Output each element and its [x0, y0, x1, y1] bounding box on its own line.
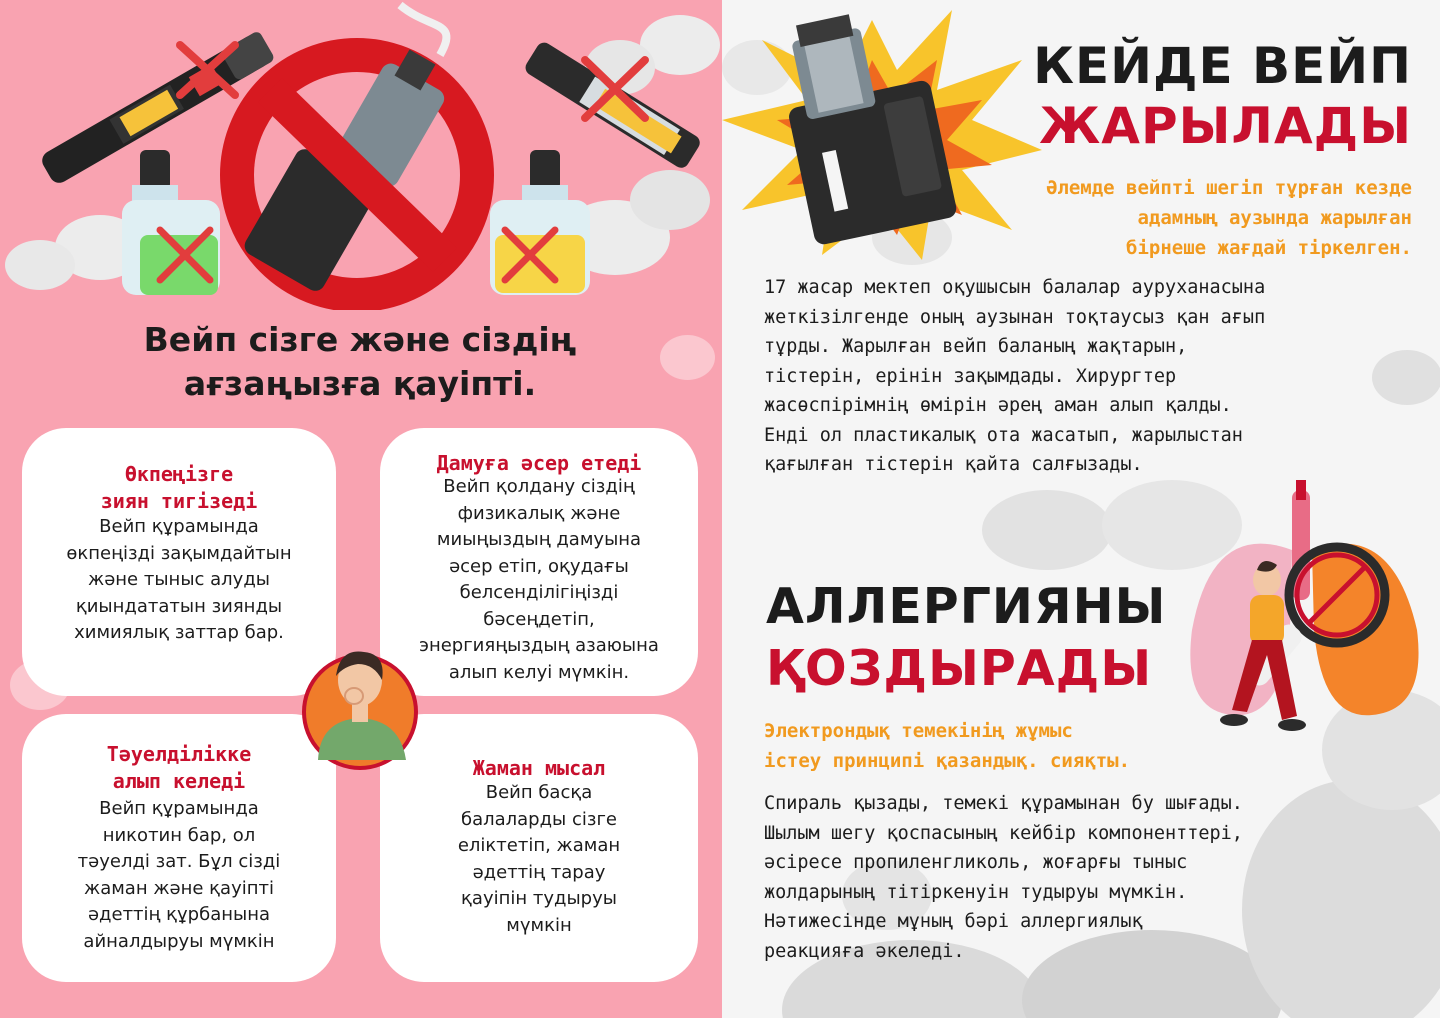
vape-illustration [0, 0, 722, 310]
card-body-line: айналдыруы мүмкін [83, 930, 275, 952]
card-body-line: әсер етіп, оқудағы [449, 555, 629, 577]
body-line: тістерін, ерінін зақымдады. Хирургтер [764, 365, 1177, 387]
section1-subtitle [1046, 173, 1412, 263]
card-title-line: Дамуға әсер етеді [436, 451, 642, 475]
section2-heading-line1: АЛЛЕРГИЯНЫ [766, 578, 1167, 635]
card-body-line: алып келуі мүмкін. [448, 661, 630, 683]
card-body-line: Вейп құрамында [99, 516, 259, 537]
smoke-cloud [1372, 350, 1440, 405]
info-card-development [380, 428, 698, 696]
section1-body [764, 273, 1265, 480]
page-title-line: ағзаңызға қауіпті. [183, 364, 537, 403]
card-body-line: еліктетіп, жаман [457, 835, 621, 856]
card-title-line: алып келеді [112, 769, 246, 793]
card-body-line: және тыныс алуды [88, 569, 270, 590]
card-body-line: химиялық заттар бар. [74, 622, 284, 643]
card-body [380, 474, 698, 686]
e-liquid-bottle-icon [490, 150, 590, 295]
card-body-line: Вейп құрамында [99, 798, 259, 819]
card-title-line: зиян тигізеді [100, 489, 258, 513]
coughing-person-icon [300, 640, 420, 780]
section1-heading-line1: КЕЙДЕ ВЕЙП [1033, 37, 1412, 95]
page-title [60, 318, 660, 406]
card-title [22, 461, 336, 515]
card-body-line: белсенділігіңізді [459, 582, 619, 603]
subtitle-line: Электрондық темекінің жұмыс [764, 720, 1073, 742]
body-line: әсіресе пропиленгликоль, жоғарғы тыныс [764, 852, 1188, 873]
card-title [22, 741, 336, 795]
body-line: жеткізілгенде оның аузынан тоқтаусыз қан ағып [764, 306, 1266, 328]
card-body-line: бәсеңдетіп, [483, 608, 595, 630]
body-line: Нәтижесінде мұның бәрі аллергиялық [764, 911, 1143, 932]
section2-body [764, 789, 1243, 966]
section1-heading [1033, 36, 1412, 156]
lungs-icon [1172, 480, 1432, 750]
body-line: жолдарының тітіркенуін тудыруы мүмкін. [764, 881, 1188, 903]
body-line: 17 жасар мектеп оқушысын балалар ауруханасына [764, 277, 1266, 298]
subtitle-line: бірнеше жағдай тіркелген. [1126, 237, 1412, 259]
section1-heading-line2: ЖАРЫЛАДЫ [1039, 97, 1412, 155]
section2-subtitle [764, 716, 1130, 776]
card-body-line: әдеттің тарау [472, 861, 606, 883]
card-body-line: никотин бар, ол [102, 824, 256, 846]
card-body-line: мүмкін [506, 914, 572, 936]
card-title [380, 755, 698, 782]
card-title [380, 450, 698, 477]
subtitle-line: істеу принципі қазандық. сияқты. [764, 750, 1131, 772]
card-body-line: қауіпін тудыруы [461, 888, 617, 909]
card-body-line: балаларды сізге [460, 808, 617, 830]
card-title-line: Тәуелділікке [106, 742, 252, 766]
body-line: Енді ол пластикалық ота жасатып, жарылыстан [764, 424, 1243, 446]
card-body-line: өкпеңізді зақымдайтын [66, 542, 292, 564]
card-body-line: физикалық және [457, 502, 621, 524]
card-body-line: миыңыздың дамуына [436, 529, 642, 550]
body-line: жасөспірімнің өмірін әрең аман алып қалды. [764, 395, 1232, 416]
card-body-line: Вейп басқа [485, 782, 593, 803]
card-body-line: энергияңыздың азаюына [419, 635, 659, 656]
no-vaping-sign-icon [237, 50, 477, 295]
page-title-line: Вейп сізге және сіздің [143, 320, 577, 359]
card-body-line: тәуелді зат. Бұл сізді [77, 851, 281, 872]
card-body-line: жаман және қауіпті [83, 877, 274, 899]
subtitle-line: Әлемде вейпті шегіп тұрған кезде [1045, 177, 1412, 199]
body-line: реакцияға әкеледі. [764, 940, 965, 962]
explosion-icon [722, 0, 1042, 270]
card-body-line: Вейп қолдану сіздің [443, 476, 635, 497]
body-line: Спираль қызады, темекі құрамынан бу шығады. [764, 793, 1243, 814]
card-body-line: әдеттің құрбанына [87, 904, 271, 925]
smoke-cloud [1242, 780, 1440, 1018]
body-line: тұрды. Жарылған вейп баланың жақтарын, [764, 336, 1188, 357]
smoke-cloud [982, 490, 1112, 570]
card-title-line: Өкпеңізге [124, 462, 234, 486]
section2-heading-line2: ҚОЗДЫРАДЫ [766, 640, 1153, 697]
info-card-addiction [22, 714, 336, 982]
right-panel [722, 0, 1440, 1018]
smoke-cloud [660, 335, 715, 380]
card-body-line: қиындататын зиянды [75, 595, 283, 617]
section2-heading [766, 576, 1166, 700]
card-body [22, 796, 336, 955]
info-card-bad-example [380, 714, 698, 982]
body-line: қағылған тістерін қайта салғызады. [764, 454, 1143, 475]
card-body [22, 514, 336, 647]
body-line: Шылым шегу қоспасының кейбір компоненттері, [764, 822, 1243, 844]
card-body [380, 780, 698, 939]
card-title-line: Жаман мысал [472, 756, 606, 780]
subtitle-line: адамның аузында жарылған [1137, 207, 1412, 229]
info-card-lungs [22, 428, 336, 696]
